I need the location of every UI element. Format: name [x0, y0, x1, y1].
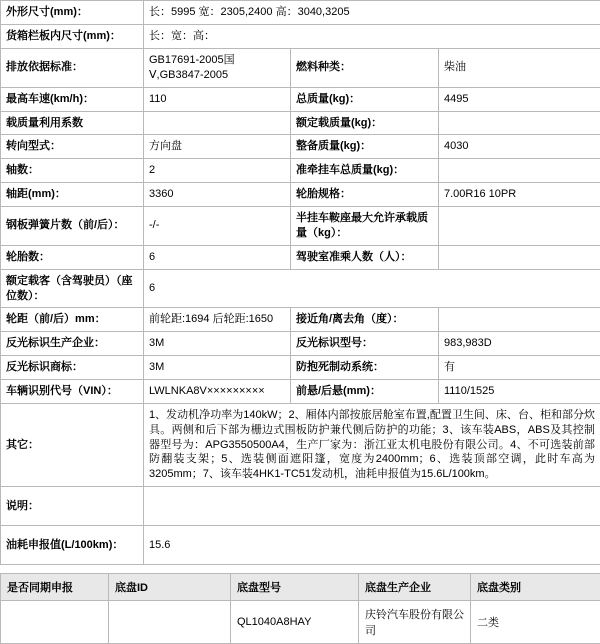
table-row — [1, 183, 600, 207]
spec-value-load-coefficient — [144, 111, 291, 135]
table-row — [1, 24, 600, 48]
table-row — [1, 356, 600, 380]
chassis-header-same-period: 是否同期申报 — [1, 574, 109, 601]
spec-label-dimensions: 外形尺寸(mm)： — [1, 1, 144, 25]
table-row — [1, 245, 600, 269]
chassis-header-id: 底盘ID — [109, 574, 231, 601]
spec-label-load-coefficient: 载质量利用系数 — [1, 111, 144, 135]
spec-label-cab-occupants: 驾驶室准乘人数（人）： — [291, 245, 439, 269]
table-row-fuel-consumption — [1, 526, 600, 565]
spec-value-track-width: 前轮距:1694 后轮距:1650 — [144, 308, 291, 332]
spec-value-reflective-marker-maker: 3M — [144, 332, 291, 356]
spec-label-rated-load-mass: 额定载质量(kg)： — [291, 111, 439, 135]
spec-value-saddle-max-mass — [439, 206, 600, 245]
spec-label-reflective-marker-model: 反光标识型号： — [291, 332, 439, 356]
spec-label-gross-mass: 总质量(kg)： — [291, 87, 439, 111]
spec-value-approach-departure-angle — [439, 308, 600, 332]
spec-label-rated-passengers: 额定载客（含驾驶员）（座位数）： — [1, 269, 144, 308]
table-row — [1, 206, 600, 245]
spec-value-cab-occupants — [439, 245, 600, 269]
spec-label-axle-count: 轴数： — [1, 159, 144, 183]
spec-value-trailer-gross-mass — [439, 159, 600, 183]
spec-value-tire-spec: 7.00R16 10PR — [439, 183, 600, 207]
table-row — [1, 379, 600, 403]
spec-label-tire-spec: 轮胎规格： — [291, 183, 439, 207]
chassis-cell-id — [109, 601, 231, 644]
spec-value-reflective-marker-brand: 3M — [144, 356, 291, 380]
spec-value-leaf-spring-count: -/- — [144, 206, 291, 245]
spec-value-rated-load-mass — [439, 111, 600, 135]
table-row — [1, 308, 600, 332]
spec-label-emission-standard: 排放依据标准： — [1, 48, 144, 87]
spec-label-steering-type: 转向型式： — [1, 135, 144, 159]
spec-value-rated-passengers: 6 — [144, 269, 600, 308]
spec-value-other: 1、发动机净功率为140kW；2、厢体内部按旅居舱室布置,配置卫生间、床、台、柜和部分炊具。两侧和后下部为栅边式围板防护兼代侧后防护的功能；3、该车装ABS，ABS及其控制器型号为：APG3550500A4，生产厂家为：浙江亚太机电股份有限公司。4、不可选装前部防翻装支架；5、选装侧面遮阳篷，宽度为2400mm；6、选装顶部空调，此时车高为3205mm；7、该车装4HK1-TC51发动机，油耗申报值为15.6L/100km。 — [144, 403, 600, 486]
table-row — [1, 111, 600, 135]
spec-label-fuel-type: 燃料种类： — [291, 48, 439, 87]
chassis-header-model: 底盘型号 — [231, 574, 359, 601]
spec-value-max-speed: 110 — [144, 87, 291, 111]
spec-value-wheelbase: 3360 — [144, 183, 291, 207]
table-row-other — [1, 403, 600, 486]
spec-value-front-rear-overhang: 1110/1525 — [439, 379, 600, 403]
spec-value-gross-mass: 4495 — [439, 87, 600, 111]
table-row-description — [1, 487, 600, 526]
spec-label-wheelbase: 轴距(mm)： — [1, 183, 144, 207]
spec-value-reflective-marker-model: 983,983D — [439, 332, 600, 356]
spec-value-curb-mass: 4030 — [439, 135, 600, 159]
spec-label-reflective-marker-maker: 反光标识生产企业： — [1, 332, 144, 356]
spec-label-vin: 车辆识别代号（VIN）： — [1, 379, 144, 403]
spec-value-vin: LWLNKA8V××××××××× — [144, 379, 291, 403]
spec-label-track-width: 轮距（前/后）mm： — [1, 308, 144, 332]
spec-value-dimensions: 长：5995 宽：2305,2400 高：3040,3205 — [144, 1, 600, 25]
chassis-cell-same-period — [1, 601, 109, 644]
chassis-table — [0, 573, 600, 644]
spec-label-other: 其它： — [1, 403, 144, 486]
spec-value-fuel-type: 柴油 — [439, 48, 600, 87]
table-row — [1, 87, 600, 111]
chassis-header-maker: 底盘生产企业 — [359, 574, 471, 601]
spec-value-steering-type: 方向盘 — [144, 135, 291, 159]
table-row — [1, 1, 600, 25]
table-row — [1, 601, 600, 644]
table-row — [1, 135, 600, 159]
spec-value-abs: 有 — [439, 356, 600, 380]
chassis-cell-category: 二类 — [471, 601, 600, 644]
spec-value-tire-count: 6 — [144, 245, 291, 269]
spec-value-emission-standard: GB17691-2005国Ⅴ,GB3847-2005 — [144, 48, 291, 87]
spec-label-fuel-consumption: 油耗申报值(L/100km)： — [1, 526, 144, 565]
spec-label-saddle-max-mass: 半挂车鞍座最大允许承载质量（kg）： — [291, 206, 439, 245]
spec-label-tire-count: 轮胎数： — [1, 245, 144, 269]
table-row — [1, 159, 600, 183]
spec-label-curb-mass: 整备质量(kg)： — [291, 135, 439, 159]
spec-value-description — [144, 487, 600, 526]
spec-value-fuel-consumption: 15.6 — [144, 526, 600, 565]
chassis-cell-model: QL1040A8HAY — [231, 601, 359, 644]
chassis-cell-maker: 庆铃汽车股份有限公司 — [359, 601, 471, 644]
table-row — [1, 48, 600, 87]
spec-value-cargo-box-dimensions: 长：宽：高： — [144, 24, 600, 48]
spec-label-front-rear-overhang: 前悬/后悬(mm)： — [291, 379, 439, 403]
spec-label-leaf-spring-count: 钢板弹簧片数（前/后）： — [1, 206, 144, 245]
chassis-header-row — [1, 574, 600, 601]
spec-label-abs: 防抱死制动系统： — [291, 356, 439, 380]
spec-value-axle-count: 2 — [144, 159, 291, 183]
table-row — [1, 269, 600, 308]
spec-label-reflective-marker-brand: 反光标识商标： — [1, 356, 144, 380]
spec-label-max-speed: 最高车速(km/h)： — [1, 87, 144, 111]
spec-label-cargo-box-dimensions: 货箱栏板内尺寸(mm)： — [1, 24, 144, 48]
spec-label-approach-departure-angle: 接近角/离去角（度）： — [291, 308, 439, 332]
chassis-header-category: 底盘类别 — [471, 574, 600, 601]
spec-label-description: 说明： — [1, 487, 144, 526]
table-row — [1, 332, 600, 356]
spec-label-trailer-gross-mass: 准牵挂车总质量(kg)： — [291, 159, 439, 183]
